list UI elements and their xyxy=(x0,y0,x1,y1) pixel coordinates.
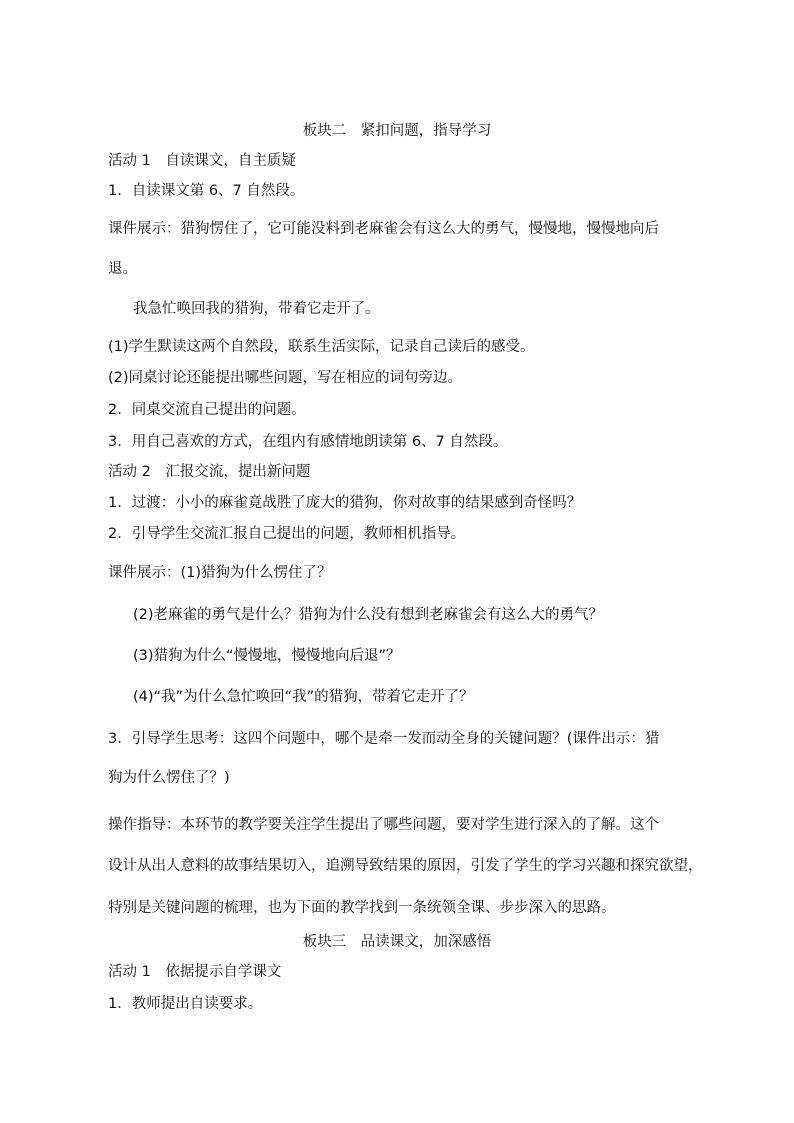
courseware-question: 课件展示：(1)猎狗为什么愣住了？ xyxy=(108,565,332,581)
guide-text: 特别是关键问题的梳理，也为下面的教学找到一条统领全课、步步深入的思路。 xyxy=(108,900,616,916)
courseware-text: 退。 xyxy=(108,261,137,277)
list-item: 3．用自己喜欢的方式，在组内有感情地朗读第 6、7 自然段。 xyxy=(108,434,508,450)
list-item: 3．引导学生思考：这四个问题中，哪个是牵一发而动全身的关键问题？(课件出示：猎 xyxy=(108,731,660,747)
activity-title: 活动 1 自读课文，自主质疑 xyxy=(108,153,296,169)
list-item: 狗为什么愣住了？) xyxy=(108,770,230,786)
list-item: 1．教师提出自读要求。 xyxy=(108,996,263,1012)
courseware-text: 课件展示：猎狗愣住了，它可能没料到老麻雀会有这么大的勇气，慢慢地，慢慢地向后 xyxy=(108,221,659,237)
section-title: 板块三 品读课文，加深感悟 xyxy=(302,934,492,950)
sub-item: (2)同桌讨论还能提出哪些问题，写在相应的词句旁边。 xyxy=(108,370,463,386)
activity-title: 活动 1 依据提示自学课文 xyxy=(108,964,282,980)
courseware-question: (2)老麻雀的勇气是什么？猎狗为什么没有想到老麻雀会有这么大的勇气？ xyxy=(133,607,604,623)
list-item: 1．自读课文第 6、7 自然段。 xyxy=(108,183,305,199)
section-title: 板块二 紧扣问题，指导学习 xyxy=(302,123,492,139)
activity-title: 活动 2 汇报交流，提出新问题 xyxy=(108,464,311,480)
guide-text: 操作指导：本环节的教学要关注学生提出了哪些问题，要对学生进行深入的了解。这个 xyxy=(108,817,659,833)
list-item: 2．引导学生交流汇报自己提出的问题，教师相机指导。 xyxy=(108,526,466,542)
guide-text: 设计从出人意料的故事结果切入，追溯导致结果的原因，引发了学生的学习兴趣和探究欲望， xyxy=(108,858,703,874)
courseware-question: (4)“我”为什么急忙唤回“我”的猎狗，带着它走开了？ xyxy=(133,689,474,705)
courseware-text: 我急忙唤回我的猎狗，带着它走开了。 xyxy=(133,301,380,317)
courseware-question: (3)猎狗为什么“慢慢地，慢慢地向后退”？ xyxy=(133,648,401,664)
list-item: 1．过渡：小小的麻雀竟战胜了庞大的猎狗，你对故事的结果感到奇怪吗？ xyxy=(108,495,582,511)
sub-item: (1)学生默读这两个自然段，联系生活实际，记录自己读后的感受。 xyxy=(108,339,535,355)
list-item: 2．同桌交流自己提出的问题。 xyxy=(108,402,306,418)
